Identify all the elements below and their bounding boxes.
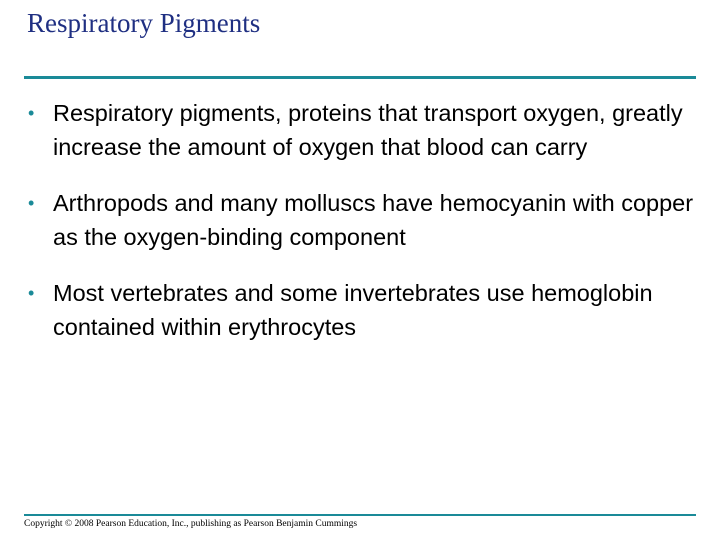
bullet-text: Most vertebrates and some invertebrates use hemoglobin contained within erythrocytes [53,280,653,340]
footer-divider [24,514,696,516]
bullet-icon: • [28,283,35,303]
bullet-icon: • [28,103,35,123]
bullet-item-3 [28,276,698,344]
slide-title: Respiratory Pigments [27,8,261,38]
bullet-text: Arthropods and many molluscs have hemocyanin with copper as the oxygen-binding component [53,190,694,250]
title-divider [24,76,696,79]
copyright-footer: Copyright © 2008 Pearson Education, Inc., publishing as Pearson Benjamin Cummings [24,519,358,529]
bullet-icon: • [28,193,35,213]
bullet-text: , proteins that transport oxygen, greatly increase the amount of oxygen that blood can carry [53,100,683,160]
bullet-item-2 [28,186,698,254]
bullet-list [28,96,698,366]
bullet-item-1 [28,96,698,164]
bullet-term: Respiratory pigments [53,100,276,126]
